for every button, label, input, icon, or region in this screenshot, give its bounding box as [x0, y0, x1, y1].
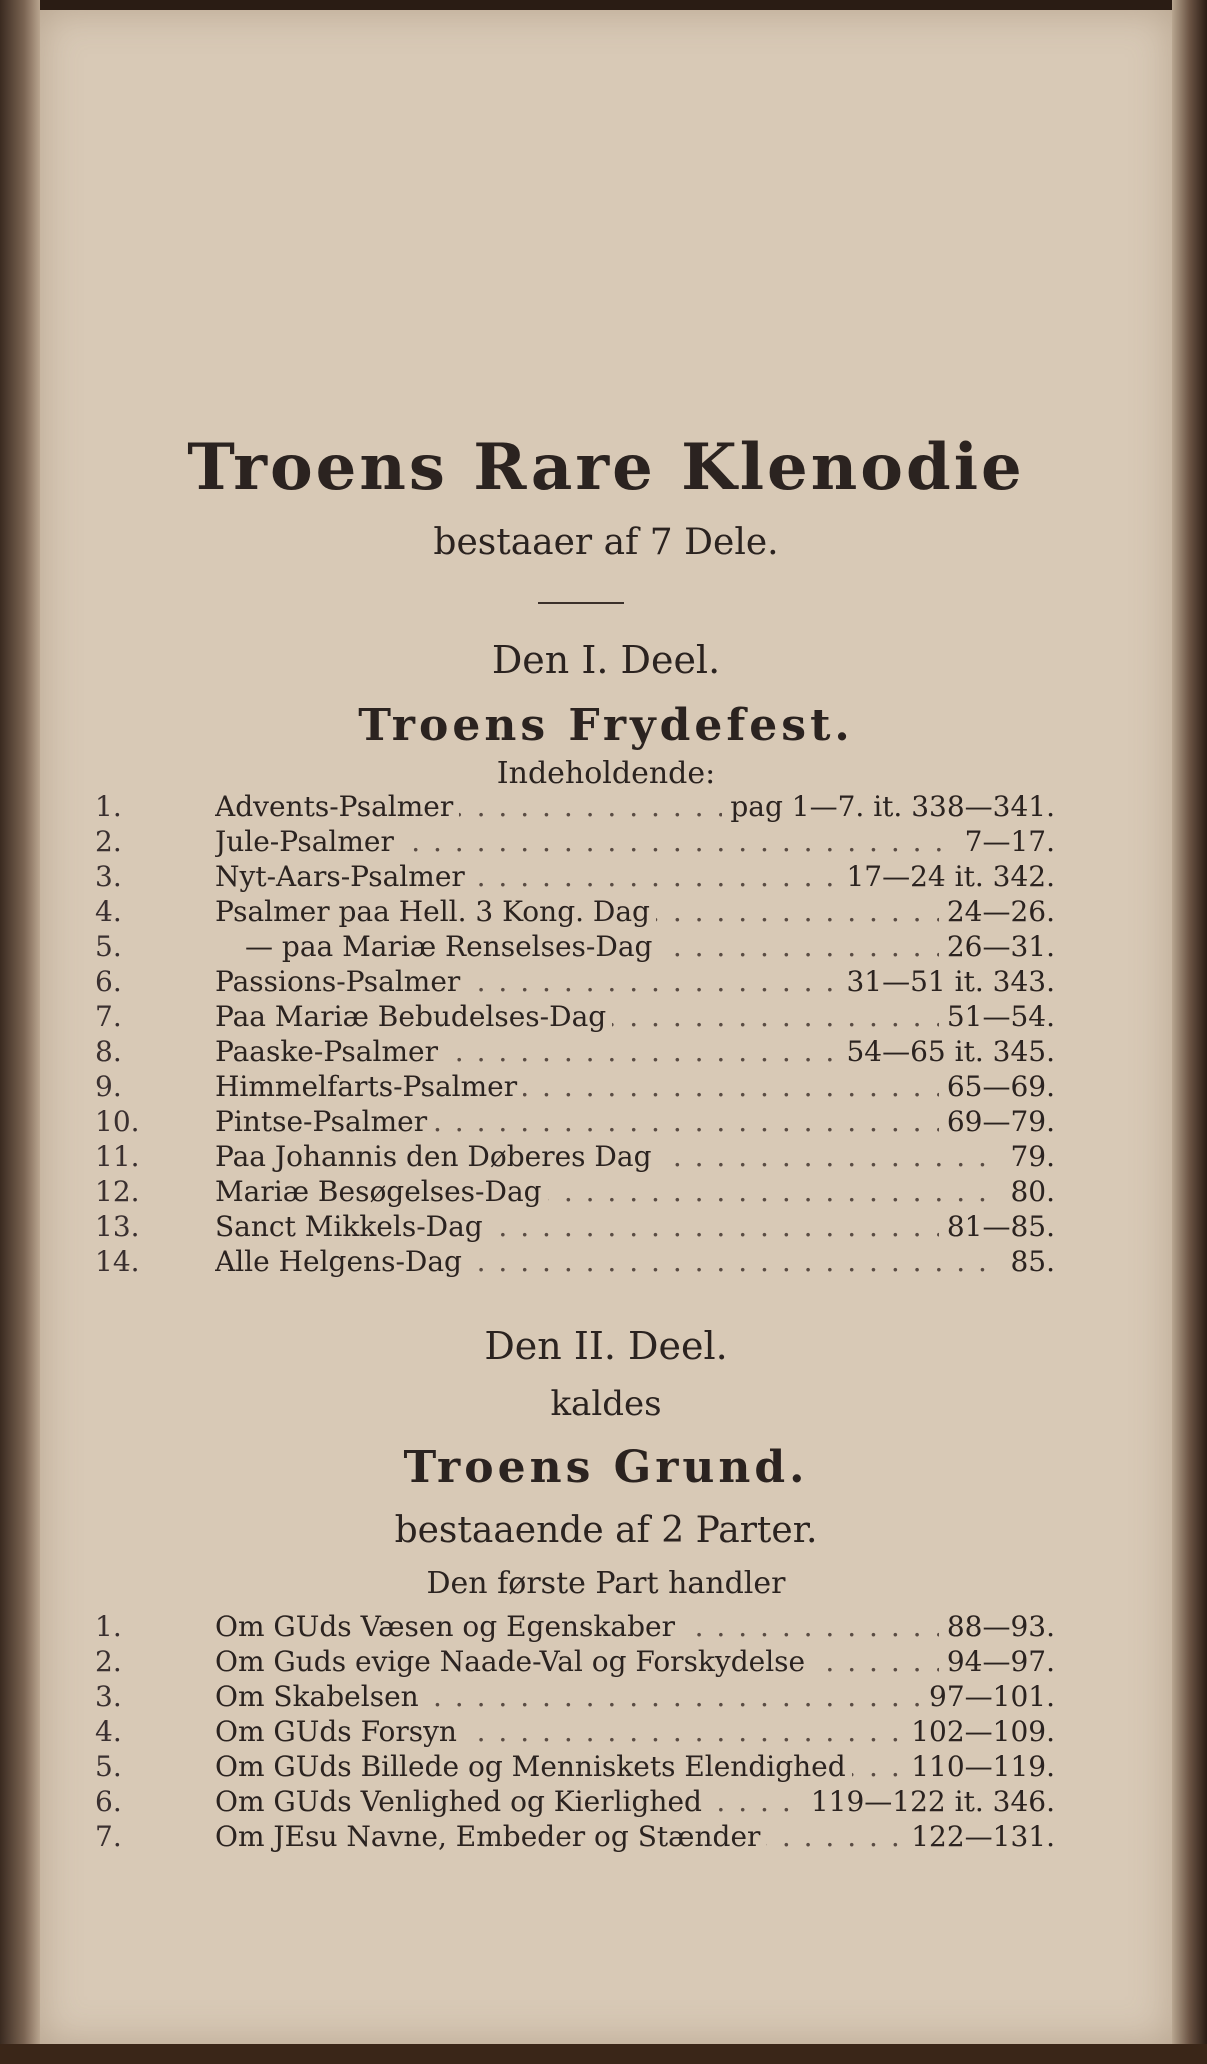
- toc-label: Himmelfarts-Psalmer: [215, 1070, 523, 1103]
- page-edge: [1172, 0, 1207, 2064]
- toc-pages: 54—65 it. 345.: [838, 1035, 1055, 1069]
- toc-label: Om GUds Væsen og Egenskaber: [215, 1610, 681, 1643]
- part1-heading: Den I. Deel.: [491, 638, 721, 682]
- part1-intro: Indeholdende:: [496, 756, 716, 791]
- toc-pages: 88—93.: [939, 1610, 1055, 1644]
- toc-row: [95, 1610, 1055, 1644]
- toc-pages: 102—109.: [903, 1715, 1055, 1749]
- toc-number: 10.: [95, 1105, 140, 1138]
- toc-label: Paa Mariæ Bebudelses-Dag: [215, 1000, 612, 1033]
- toc-pages: 65—69.: [939, 1070, 1055, 1104]
- toc-label: Alle Helgens-Dag: [215, 1245, 468, 1278]
- toc-pages: 94—97.: [939, 1645, 1055, 1679]
- toc-number: 3.: [95, 860, 122, 893]
- toc-label: Pintse-Psalmer: [215, 1105, 433, 1138]
- toc-pages: 79.: [1002, 1140, 1055, 1174]
- toc-label: Advents-Psalmer: [215, 790, 459, 823]
- toc-row: [95, 930, 1055, 964]
- toc-label: — paa Mariæ Renselses-Dag: [215, 930, 658, 963]
- toc-number: 7.: [95, 1820, 122, 1853]
- toc-row: [95, 1140, 1055, 1174]
- toc-number: 2.: [95, 825, 122, 858]
- toc-number: 14.: [95, 1245, 140, 1278]
- toc-pages: 122—131.: [903, 1820, 1055, 1854]
- toc-pages: 110—119.: [903, 1750, 1055, 1784]
- book-bottom-edge: [0, 2044, 1207, 2064]
- toc-label: Mariæ Besøgelses-Dag: [215, 1175, 548, 1208]
- toc-label: Paaske-Psalmer: [215, 1035, 444, 1068]
- book-page: [40, 10, 1172, 2044]
- toc-pages: 119—122 it. 346.: [803, 1785, 1055, 1819]
- toc-pages: 85.: [1002, 1245, 1055, 1279]
- toc-number: 11.: [95, 1140, 140, 1173]
- toc-row: [95, 1785, 1055, 1819]
- toc-number: 4.: [95, 895, 122, 928]
- part2-kaldes: kaldes: [550, 1384, 662, 1424]
- toc-label: Nyt-Aars-Psalmer: [215, 860, 471, 893]
- toc-pages: 97—101.: [921, 1680, 1055, 1714]
- toc-row: [95, 1820, 1055, 1854]
- toc-row: [95, 1680, 1055, 1714]
- toc-row: [95, 1715, 1055, 1749]
- toc-pages: 69—79.: [939, 1105, 1055, 1139]
- part2-name: Troens Grund.: [403, 1442, 809, 1493]
- toc-label: Om Guds evige Naade-Val og Forskydelse: [215, 1645, 811, 1678]
- toc-label: Paa Johannis den Døberes Dag: [215, 1140, 658, 1173]
- toc-number: 13.: [95, 1210, 140, 1243]
- divider-rule: [538, 602, 624, 604]
- toc-number: 1.: [95, 1610, 122, 1643]
- toc-row: [95, 1105, 1055, 1139]
- toc-number: 6.: [95, 965, 122, 998]
- toc-label: Psalmer paa Hell. 3 Kong. Dag: [215, 895, 656, 928]
- toc-pages: 81—85.: [939, 1210, 1055, 1244]
- toc-row: [95, 1750, 1055, 1784]
- toc-label: Passions-Psalmer: [215, 965, 466, 998]
- toc-pages: 31—51 it. 343.: [838, 965, 1055, 999]
- book-subtitle: bestaaer af 7 Dele.: [433, 522, 779, 563]
- toc-row: [95, 1210, 1055, 1244]
- toc-label: Om GUds Forsyn: [215, 1715, 463, 1748]
- toc-pages: 80.: [1002, 1175, 1055, 1209]
- part2-intro: Den første Part handler: [426, 1566, 786, 1601]
- toc-pages: 51—54.: [939, 1000, 1055, 1034]
- toc-label: Sanct Mikkels-Dag: [215, 1210, 489, 1243]
- toc-number: 6.: [95, 1785, 122, 1818]
- toc-number: 9.: [95, 1070, 122, 1103]
- toc-number: 8.: [95, 1035, 122, 1068]
- toc-pages: 7—17.: [957, 825, 1055, 859]
- toc-label: Om GUds Billede og Menniskets Elendighed: [215, 1750, 852, 1783]
- part1-name: Troens Frydefest.: [358, 700, 854, 751]
- toc-row: [95, 825, 1055, 859]
- book-spine: [0, 0, 40, 2064]
- book-title: Troens Rare Klenodie: [187, 430, 1025, 505]
- toc-number: 1.: [95, 790, 122, 823]
- toc-row: [95, 1645, 1055, 1679]
- toc-row: [95, 895, 1055, 929]
- toc-row: [95, 1070, 1055, 1104]
- toc-number: 3.: [95, 1680, 122, 1713]
- toc-number: 7.: [95, 1000, 122, 1033]
- toc-row: [95, 860, 1055, 894]
- toc-label: Om Skabelsen: [215, 1680, 425, 1713]
- toc-row: [95, 1245, 1055, 1279]
- toc-pages: 17—24 it. 342.: [838, 860, 1055, 894]
- part2-sub: bestaaende af 2 Parter.: [394, 1510, 818, 1551]
- toc-pages: 26—31.: [939, 930, 1055, 964]
- toc-number: 5.: [95, 1750, 122, 1783]
- toc-label: Jule-Psalmer: [215, 825, 400, 858]
- toc-row: [95, 1000, 1055, 1034]
- part2-heading: Den II. Deel.: [484, 1324, 728, 1368]
- toc-pages: 24—26.: [939, 895, 1055, 929]
- toc-number: 2.: [95, 1645, 122, 1678]
- toc-label: Om GUds Venlighed og Kierlighed: [215, 1785, 708, 1818]
- toc-label: Om JEsu Navne, Embeder og Stænder: [215, 1820, 766, 1853]
- toc-row: [95, 790, 1055, 824]
- toc-row: [95, 1175, 1055, 1209]
- toc-number: 4.: [95, 1715, 122, 1748]
- toc-pages: pag 1—7. it. 338—341.: [722, 790, 1055, 824]
- toc-row: [95, 965, 1055, 999]
- toc-number: 12.: [95, 1175, 140, 1208]
- toc-number: 5.: [95, 930, 122, 963]
- toc-row: [95, 1035, 1055, 1069]
